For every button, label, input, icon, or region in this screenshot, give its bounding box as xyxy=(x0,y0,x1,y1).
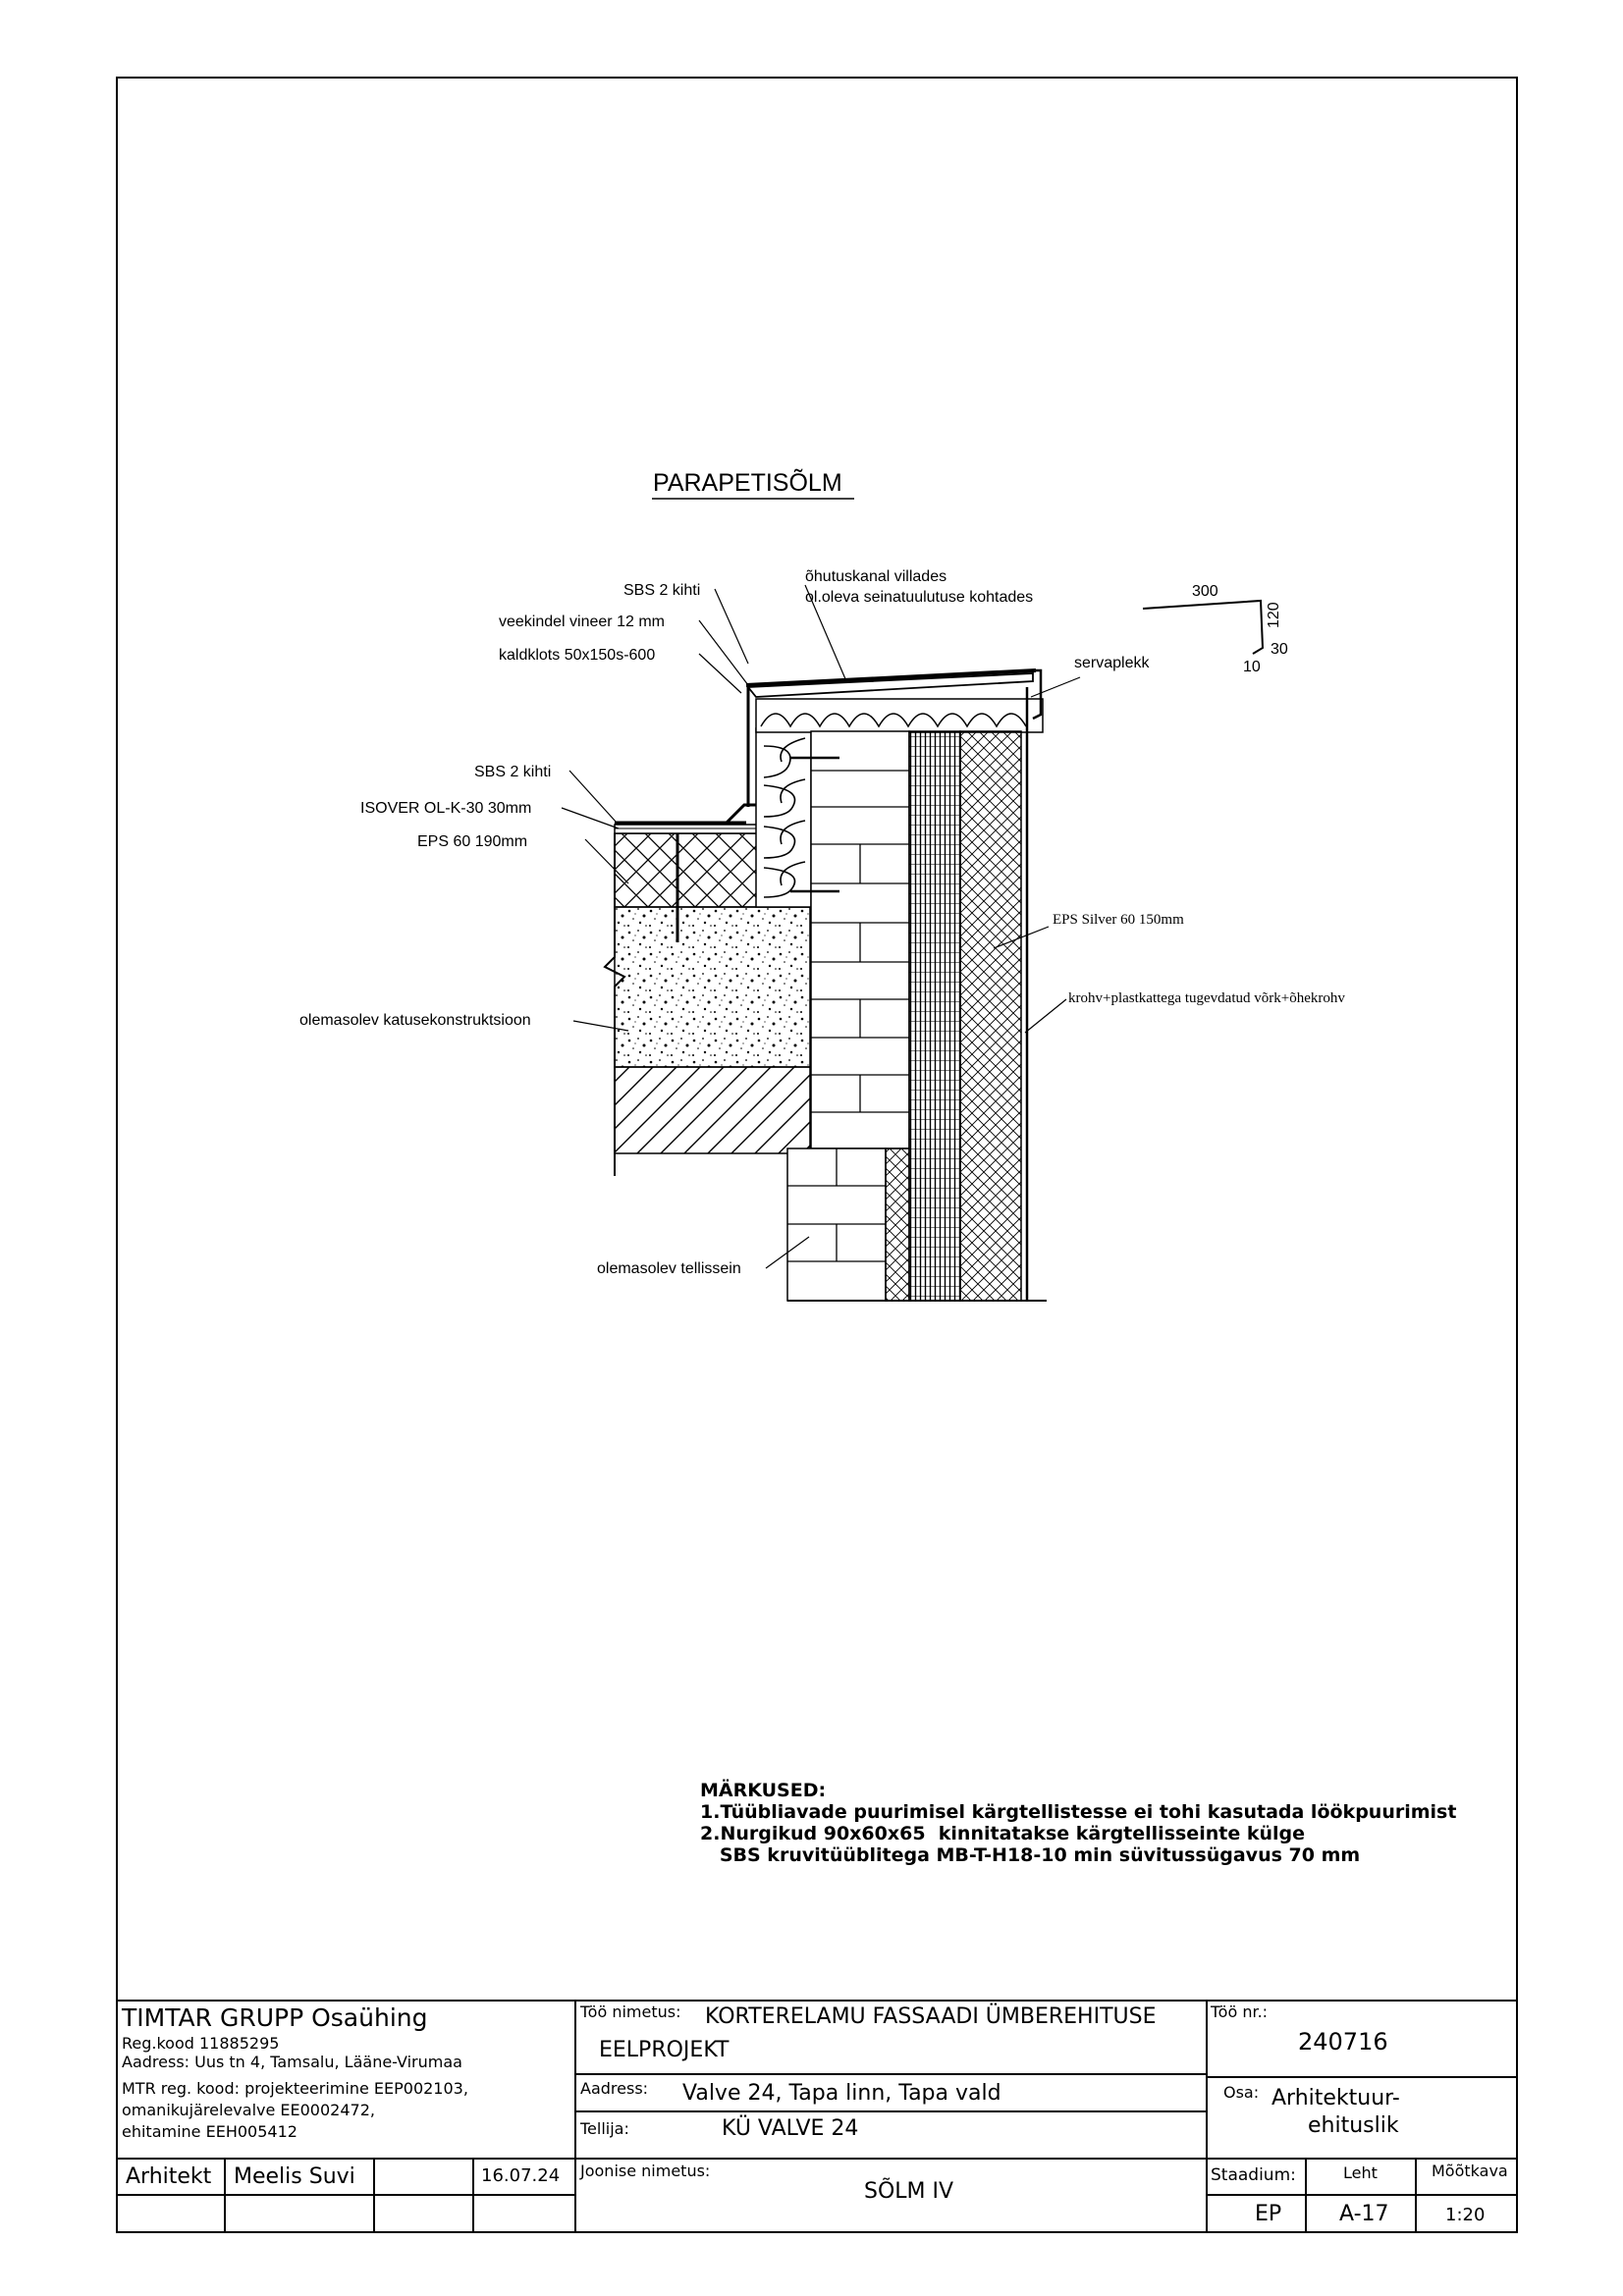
too-nr-label: Töö nr.: xyxy=(1211,2002,1269,2021)
staadium-label: Staadium: xyxy=(1211,2165,1296,2185)
mootkava: 1:20 xyxy=(1445,2205,1486,2225)
notes-heading: MÄRKUSED: xyxy=(700,1780,827,1801)
label-servaplekk: servaplekk xyxy=(1074,655,1150,671)
company-mtr-3: ehitamine EEH005412 xyxy=(122,2122,298,2141)
joonise-nimetus: SÕLM IV xyxy=(864,2179,954,2204)
tellija-label: Tellija: xyxy=(580,2119,629,2138)
notes-line-2: 2.Nurgikud 90x60x65 kinnitatakse kärgtellisseinte külge xyxy=(700,1823,1305,1844)
notes-line-3: SBS kruvitüüblitega MB-T-H18-10 min süvitussügavus 70 mm xyxy=(700,1844,1361,1866)
arhitekt-label: Arhitekt xyxy=(126,2164,212,2189)
drawing-title: PARAPETISÕLM xyxy=(653,469,842,497)
notes-line-1: 1.Tüübliavade puurimisel kärgtellistesse ei tohi kasutada löökpuurimist xyxy=(700,1801,1457,1823)
notes xyxy=(700,1780,1456,1866)
label-kaldklots: kaldklots 50x150s-600 xyxy=(499,647,656,664)
existing-roof-concrete xyxy=(615,907,810,1067)
flashing-profile-sketch xyxy=(1143,601,1263,654)
label-sbs-top: SBS 2 kihti xyxy=(623,582,701,599)
dim-300: 300 xyxy=(1192,583,1218,600)
osa-1: Arhitektuur- xyxy=(1271,2086,1400,2110)
too-nimetus-2: EELPROJEKT xyxy=(599,2038,730,2062)
perforated-brick xyxy=(909,731,960,1301)
label-ohutuskanal-2: ol.oleva seinatuulutuse kohtades xyxy=(805,589,1034,606)
osa-label: Osa: xyxy=(1223,2083,1260,2102)
company-mtr-2: omanikujärelevalve EE0002472, xyxy=(122,2101,375,2119)
existing-roof-slab xyxy=(615,1067,810,1153)
aadress-label: Aadress: xyxy=(580,2079,649,2098)
too-nimetus-1: KORTERELAMU FASSAADI ÜMBEREHITUSE xyxy=(705,2004,1157,2029)
label-ohutuskanal-1: õhutuskanal villades xyxy=(805,568,947,585)
leht: A-17 xyxy=(1339,2202,1389,2226)
company-name: TIMTAR GRUPP Osaühing xyxy=(122,2003,428,2032)
staadium: EP xyxy=(1255,2202,1282,2226)
dim-30: 30 xyxy=(1271,641,1288,658)
label-krohv: krohv+plastkattega tugevdatud võrk+õhekrohv xyxy=(1068,990,1345,1006)
arhitekt-name: Meelis Suvi xyxy=(234,2164,355,2189)
parapet-detail xyxy=(562,499,1263,1301)
label-tellissein: olemasolev tellissein xyxy=(597,1260,741,1277)
mootkava-label: Mõõtkava xyxy=(1432,2162,1508,2180)
dim-10: 10 xyxy=(1243,659,1261,675)
dim-120: 120 xyxy=(1266,602,1282,628)
label-eps60: EPS 60 190mm xyxy=(417,833,528,850)
kuupaev: 16.07.24 xyxy=(481,2165,561,2186)
tellija-value: KÜ VALVE 24 xyxy=(722,2116,859,2141)
label-sbs-left: SBS 2 kihti xyxy=(474,764,552,780)
parapet-mineral-wool xyxy=(756,728,811,907)
aadress-value: Valve 24, Tapa linn, Tapa vald xyxy=(682,2081,1001,2106)
label-eps-silver: EPS Silver 60 150mm xyxy=(1053,912,1184,928)
joonise-label: Joonise nimetus: xyxy=(580,2162,711,2180)
company-address: Aadress: Uus tn 4, Tamsalu, Lääne-Virumaa xyxy=(122,2053,462,2071)
label-vineer: veekindel vineer 12 mm xyxy=(499,614,665,630)
osa-2: ehituslik xyxy=(1308,2113,1399,2138)
company-mtr-1: MTR reg. kood: projekteerimine EEP002103, xyxy=(122,2079,468,2098)
label-isover: ISOVER OL-K-30 30mm xyxy=(360,800,532,817)
company-regkood: Reg.kood 11885295 xyxy=(122,2034,280,2053)
eps-silver-layer xyxy=(960,731,1021,1301)
too-nimetus-label: Töö nimetus: xyxy=(580,2002,681,2021)
label-katus: olemasolev katusekonstruktsioon xyxy=(299,1012,531,1029)
leht-label: Leht xyxy=(1343,2163,1378,2182)
too-nr: 240716 xyxy=(1298,2028,1388,2056)
